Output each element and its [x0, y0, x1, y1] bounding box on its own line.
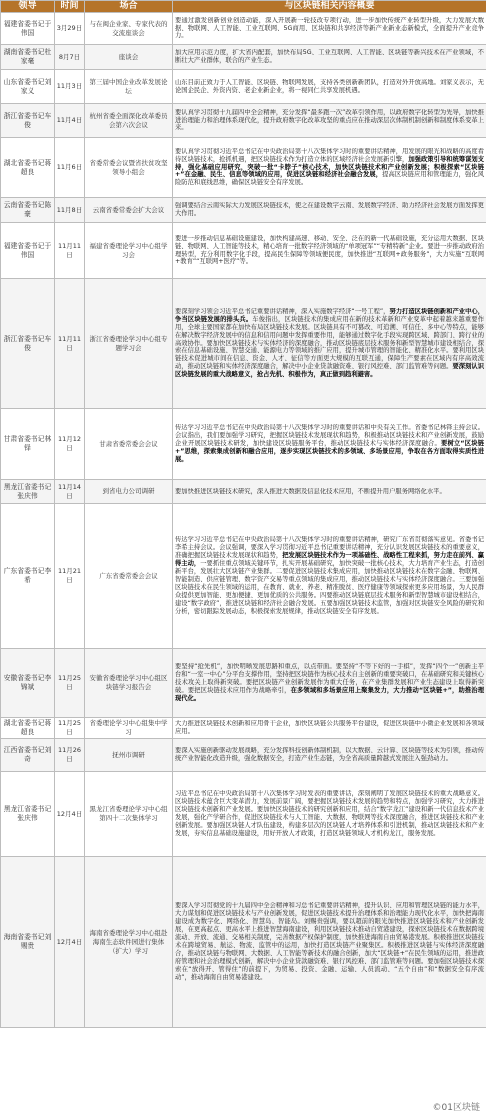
cell-occasion: 杭州省委全面深化改革委员会第六次会议: [85, 104, 173, 138]
header-occasion: 场合: [85, 1, 173, 13]
cell-leader: 甘肃省委书记林铎: [1, 409, 55, 480]
content-text: 提高区块链应用和管理能力，强化风险防范和底线思维，确保区块链安全有序发展。: [175, 171, 484, 187]
cell-leader: 江西省委书记刘奇: [1, 739, 55, 772]
cell-date: 11月8日: [55, 198, 85, 223]
cell-leader: 浙江省委书记车俊: [1, 104, 55, 138]
content-text: 大力推进区块链技术创新和应用骨干企业，加快区块链公共服务平台建设，促进区块链中小微企业发展和各领域应用。: [175, 720, 484, 735]
emphasis-text: 要深刻认识区块链发展的重大战略意义，抢占先机、积极作为，真正做到趋利避害。: [175, 363, 484, 379]
content-text: 加大应用示范力度，扩大省内配套，加快布局5G、工业互联网、人工智能、区块链等新兴技术在产业领域，不断壮大产业群体，联合的产业生态。: [175, 49, 484, 64]
table-row: [1, 198, 486, 223]
cell-date: 11月21日: [55, 504, 85, 649]
table-row: [1, 504, 486, 649]
header-time: 时间: [55, 1, 85, 13]
cell-content: [173, 45, 486, 70]
cell-date: 11月6日: [55, 138, 85, 198]
table-row: [1, 13, 486, 45]
table-row: [1, 649, 486, 718]
table-row: [1, 739, 486, 772]
watermark: ©01区块链: [432, 1103, 480, 1113]
content-text: 一要抓住重点领域关键环节，扎实开展基础研究，加快突破一批核心技术，大力培育产业生态，打造创新平台，发展壮大区块链产业集群。二要促进区块链技术集成应用，加快推动区块链技术在数字金融、物联网、智能制造、供应链管理、数字资产交易等重点领域的集成应用，推动区块链技术与实体经济深度融合。三要加强区块链技术在民生领域的运用，在教育、就业、养老、精准脱贫、医疗健康等领域探索更多应用场景，为人民群众提供更加智能、更加便捷、更加优质的公共服务。四要推动区块链底层技术服务和新型智慧城市建设相结合，建设“数字政府”，推进区块链和经济社会融合发展。五要加强区块链技术监管，加强对区块链安全风险的研究和分析，密切跟踪发展动态，积极探索发展规律，推动区块链安全有序发展。: [175, 560, 484, 615]
cell-occasion: 座谈会: [85, 45, 173, 70]
content-text: 要深入实施创新驱动发展战略，充分发挥科技创新体制机制，以大数据、云计算、区块链等技术为引领，推动传统产业智能化改造升级，强化数据安全，打造产业生态链，为全省高质量跨越式发展注入强劲动力。: [175, 747, 484, 762]
cell-content: [173, 649, 486, 718]
cell-occasion: 云南省委常委会扩大会议: [85, 198, 173, 223]
cell-date: 11月11日: [55, 223, 85, 279]
content-text: 传达学习习近平总书记在中央政治局第十八次集体学习时的重要讲话和中央有关工作。省委书记林铎主持会议。会议指出，我们要加强学习研究，把握区块链技术发展现状和趋势，积极推动区块链技术和产业创新发展，鼓励企业开展区块链技术研发，加快建设区块链服务平台，推动区块链技术与实体经济深度融合。: [175, 424, 484, 448]
cell-occasion: 省委理论学习中心组集中学习: [85, 718, 173, 739]
cell-occasion: 与在闽企业家、专家代表的交流座谈会: [85, 13, 173, 45]
content-text: 要认真学习贯彻习近平总书记在中央政治局第十八次集体学习时的重要讲话精神，用发展的眼光和战略的高度看待区块链技术，抢抓机遇，把区块链技术作为打造立体的区域经济社会发展新引擎，: [175, 147, 484, 163]
table-row: [1, 70, 486, 104]
cell-leader: 浙江省委书记车俊: [1, 279, 55, 409]
table-row: [1, 45, 486, 70]
cell-content: [173, 739, 486, 772]
emphasis-text: 加强政策引导和统筹谋划支持，强化基础应用研究，突破一批“卡脖子”核心技术，加快区块链技术和产业创新发展；积极探索“区块链+”在金融、民生、信息等领域的应用，促进区块链和经济社会融合发展，: [175, 155, 484, 179]
cell-occasion: 第三届中国企业改革发展论坛: [85, 70, 173, 104]
cell-leader: 黑龙江省委书记张庆伟: [1, 480, 55, 504]
header-content: 与区块链相关内容概要: [173, 1, 486, 13]
cell-content: [173, 198, 486, 223]
cell-date: 11月26日: [55, 739, 85, 772]
content-text: 要认真学习贯彻十九届四中全会精神，充分发挥“最多跑一次”改革引领作用，以政府数字化转型为先导，加快推进治理能力和治理体系现代化，提升政府数字化改革攻坚的重点应在推动深层次体制机制创新和制度体系变革上来。: [175, 108, 484, 132]
table-row: [1, 279, 486, 409]
table-row: [1, 138, 486, 198]
cell-date: 11月25日: [55, 718, 85, 739]
cell-leader: 云南省委书记陈豪: [1, 198, 55, 223]
cell-leader: 湖北省委书记蒋超良: [1, 138, 55, 198]
cell-date: 11月11日: [55, 279, 85, 409]
cell-leader: 福建省委书记于伟国: [1, 13, 55, 45]
cell-leader: 海南省委书记刘赐贵: [1, 857, 55, 1028]
cell-occasion: 到省电力公司调研: [85, 480, 173, 504]
cell-leader: 湖北省委书记蒋超良: [1, 718, 55, 739]
cell-leader: 山东省委书记刘家义: [1, 70, 55, 104]
cell-occasion: 浙江省委理论学习中心组专题学习会: [85, 279, 173, 409]
cell-occasion: 抚州市调研: [85, 739, 173, 772]
cell-content: [173, 772, 486, 857]
content-text: 要坚持“抢先机”，加快明晰发展思路和重点，以点带面。要坚持“不等下好的一手棋”，发挥“四个一”创新主平台和“一室一中心”分平台支撑作用，坚持把区块链作为核心技术自主创新的重要突破口，在基础研究和关键核心技术攻关上取得新突破。要把区块链产业创新发展作为重大任务，在产业集群发展和产业生态建设上取得新突破。要把区块链技术应用作为战略牵引，: [175, 663, 484, 694]
cell-content: [173, 718, 486, 739]
emphasis-text: 努力打造区块链创新和产业中心，争当区块链发展的排头兵。: [175, 307, 484, 323]
cell-content: [173, 104, 486, 138]
content-text: 要深刻学习领会习近平总书记重要讲话精神，深入实施数字经济“一号工程”，: [175, 307, 390, 315]
cell-occasion: 安徽省委理论学习中心组区块链学习报告会: [85, 649, 173, 718]
cell-content: [173, 223, 486, 279]
cell-occasion: 省委常委会议暨省扶贫攻坚领导小组会: [85, 138, 173, 198]
cell-date: 3月29日: [55, 13, 85, 45]
cell-content: [173, 504, 486, 649]
cell-content: [173, 138, 486, 198]
content-text: 要通过激发创新创业创造动能，深入开展新一轮技改专项行动，进一步加快传统产业转型升级，大力发展大数据、物联网、人工智能、工业互联网、5G商用、区块链和共享经济等新产业新业态新模式，全面提升产业竞争力。: [175, 16, 484, 40]
cell-occasion: 广东省委常委会会议: [85, 504, 173, 649]
cell-leader: 广东省委书记李希: [1, 504, 55, 649]
cell-date: 11月25日: [55, 649, 85, 718]
content-text: 传达学习习近平总书记在中央政治局第十八次集体学习时的重要讲话精神，研究广东省贯彻落实意见。省委书记李希主持会议。会议强调，要深入学习贯彻习近平总书记重要讲话精神，充分认识发展区块链技术的重要意义，准确把握区块链技术发展现状和趋势，: [175, 536, 484, 560]
content-text: 习近平总书记在中央政治局第十八次集体学习时发表的重要讲话，深刻阐明了发展区块链技术的重大战略意义。区块链技术蕴含巨大变革潜力，发展前景广阔，要把握区块链技术发展的趋势和特点，加强学习研究，大力推进区块链技术创新和产业发展。要加快区块链技术的研究创新和应用，结合“数字龙江”建设和新一代信息技术产业发展，强化产学研合作，促进区块链技术与人工智能、大数据、物联网等技术深度融合，推进区块链技术和产业创新发展。要加强区块链人才队伍建设，构建多层次的区块链人才培养体系和引进机制，推动区块链技术和产业发展，夯实信息基础设施建设，用好开放人才政策，打造区块链领域人才机构龙江，服务发展。: [175, 790, 484, 837]
content-text: 山东目前正致力于人工智能、区块链、物联网发展，支持各类创新新团队，打造对外开放高地。刘家义表示，无论国企民企、外资内资、老企业新企业，将一视同仁共享发展机遇。: [175, 78, 484, 94]
cell-date: 12月4日: [55, 857, 85, 1028]
cell-content: [173, 279, 486, 409]
cell-date: 8月7日: [55, 45, 85, 70]
cell-content: [173, 480, 486, 504]
table-row: [1, 480, 486, 504]
cell-content: [173, 857, 486, 1028]
table-row: [1, 104, 486, 138]
cell-leader: 安徽省委书记李锦斌: [1, 649, 55, 718]
table-body: [1, 13, 486, 1028]
cell-leader: 湖南省委书记杜家毫: [1, 45, 55, 70]
emphasis-text: 要树立“区块链+”思维，探索集成创新和融合应用，逐步实现区块链技术的多领域、多场景应用，争取在各方面取得实质性进展。: [175, 440, 484, 463]
table-row: [1, 223, 486, 279]
cell-occasion: 黑龙江省委理论学习中心组第四十二次集体学习: [85, 772, 173, 857]
cell-occasion: 海南省委理论学习中心组赴海南生态软件园进行集体（扩大）学习: [85, 857, 173, 1028]
table-row: [1, 718, 486, 739]
cell-date: 11月3日: [55, 70, 85, 104]
cell-occasion: 甘肃省委常委会会议: [85, 409, 173, 480]
emphasis-text: 在多领域和多场景应用上聚集发力，大力推动“区块链+”，助推治理现代化。: [175, 686, 484, 702]
cell-date: 11月4日: [55, 104, 85, 138]
content-text: 要进一步推动信息基础设施建设，加快构建高速、移动、安全、泛在的新一代基础设施，充分运用大数据、区块链、物联网、人工智能等技术，精心培育一批数字经济领域的“单项冠军”“专精特新”企业。要进一步推动政府治理转型，充分利用数字化手段，提高民生保障等领域便民度，加快推进“互联网+政务服务”，大力实施“互联网+教育”“互联网+医疗”等。: [175, 234, 484, 266]
header-leader: 领导: [1, 1, 55, 13]
cell-content: [173, 13, 486, 45]
cell-date: 11月14日: [55, 480, 85, 504]
emphasis-text: 把发展区块链技术作为一项基础性、战略性工程来抓，努力走在前列、赢得主动，: [175, 552, 484, 568]
content-text: 要加快推进区块链技术研究，深入推进大数据及信息化技术应用，不断提升用户服务网络化水平。: [175, 487, 446, 495]
cell-leader: 福建省委书记于伟国: [1, 223, 55, 279]
cell-content: [173, 70, 486, 104]
cell-leader: 黑龙江省委书记张庆伟: [1, 772, 55, 857]
content-text: 强调要结合云南实际大力发展区块链技术，使之在建设数字云南、发展数字经济、助力经济社会发展方面发挥更大作用。: [175, 202, 484, 217]
cell-date: 11月12日: [55, 409, 85, 480]
table-header: [1, 1, 486, 13]
content-text: 要深入学习贯彻党的十九届四中全会精神和习总书记重要讲话精神，提升认识、应用和管理区块链的能力水平，大力谋划和促进区块链技术与产业创新发展，促进区块链技术提升治理体系和治理能力现代化水平，加快把海南建设成为数字化、网络化、智慧岛、智能岛。刘赐贵强调，要以超前的眼光加快推进区块链技术和产业创新发展，在更高起点、更高水平上推进智慧海南建设，利用区块链技术推动自贸港建设，探索区块链技术在数据跨境流动、开放、流通、交易相关制度，完善数据产权保护制度，加快推进海南自由贸易港发展。积极推进区块链技术在跨境贸易、航运、物流、监管中的运用，加快打造区块链产业聚集区。积极推进区块链与实体经济深度融合，推动区块链与物联网、大数据、人工智能等新技术的融合创新，加大“区块链+”在民生领域的运用，推进政府管理和社会治理模式创新，解决中小企业贷款融资难、银行风控难、部门监管难等问题。要加强区块链技术探索在“放得开、管得住”的前提下，为贸易、投资、金融、运输、人员流动、“五个自由”和“数据安全有序流动”，推动海南自由贸易港建设。: [175, 902, 484, 981]
table-row: [1, 772, 486, 857]
cell-date: 12月4日: [55, 772, 85, 857]
content-text: 车俊指出，区块链技术的集成应用在新的技术革新和产业变革中起着越来越重要作用，全球主要国家都在加快布局区块链技术发展。区块链具有不可篡改、可追溯、可信任、多中心等特点，能够在解决数字经济发展中的信息和信用问题中发挥重要作用，能够通过数字化手段实现跨区域、跨部门、跨行业的高效协作。要加快区块链技术与实体经济的深度融合，推动区块链底层技术服务和新型智慧城市建设相结合，探索在信息基础设施、智慧交通、能源电力等领域的推广应用，提升城市管理的智能化、精准化水平。要利用区块链技术促进城市间在信息、资金、人才、征信等方面更大规模的互联互通，保障生产要素在区域内有序高效流动，推动区块链和实体经济深度融合，解决中小企业贷款融资难、银行风控难、部门监管难等问题。: [175, 315, 484, 371]
table-row: [1, 857, 486, 1028]
table-row: [1, 409, 486, 480]
cell-content: [173, 409, 486, 480]
cell-occasion: 福建省委理论学习中心组学习会: [85, 223, 173, 279]
